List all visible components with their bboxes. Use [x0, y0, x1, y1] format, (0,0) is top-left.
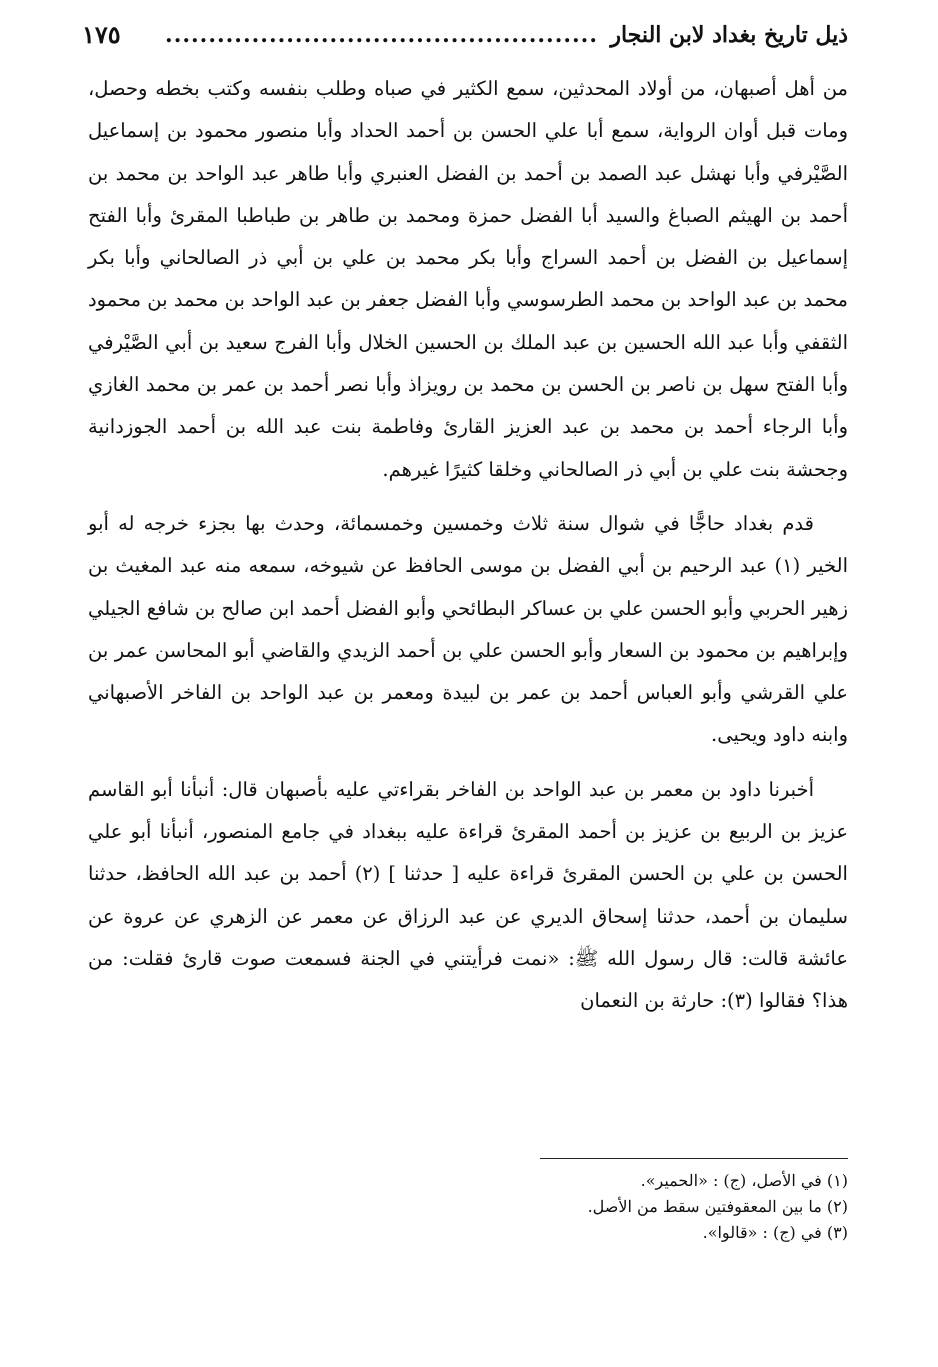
page-header — [82, 18, 848, 58]
paragraph-hadith-chain: أخبرنا داود بن معمر بن عبد الواحد بن الفاخر بقراءتي عليه بأصبهان قال: أنبأنا أبو القاسم عزيز بن الربيع بن عزيز بن أحمد المقرئ قراءة عليه ببغداد في جامع المنصور، أنبأنا أبو علي الحسن بن علي بن الحسن المقرئ قراءة عليه [ حدثنا ] (٢) أحمد بن عبد الله الحافظ، حدثنا سليمان بن أحمد، حدثنا إسحاق الديري عن عبد الرزاق عن معمر عن الزهري عن عروة عن عائشة قالت: قال رسول الله ﷺ: «نمت فرأيتني في الجنة فسمعت صوت قارئ فقلت: من هذا؟ فقالوا (٣): حارثة بن النعمان — [88, 777, 848, 1013]
page-number: ١٧٥ — [82, 20, 121, 49]
footnote-3: (٣) في (ج) : «قالوا». — [702, 1223, 848, 1242]
footnote-divider — [540, 1158, 848, 1159]
paragraph-biography: من أهل أصبهان، من أولاد المحدثين، سمع الكثير في صباه وطلب بنفسه وكتب بخطه وحصل، ومات قبل أوان الرواية، سمع أبا علي الحسن بن أحمد الحداد وأبا منصور محمود بن إسماعيل الصَّيْرفي وأبا نهشل عبد الصمد بن أحمد بن الفضل العنبري وأبا طاهر عبد الواحد بن محمد بن أحمد بن الهيثم الصباغ والسيد أبا الفضل حمزة ومحمد بن طاهر بن طباطبا المقرئ وأبا الفتح إسماعيل بن الفضل بن أحمد السراج وأبا بكر محمد بن علي بن أبي ذر الصالحاني وأبا بكر محمد بن عبد الواحد بن محمد الطرسوسي وأبا الفضل جعفر بن عبد الواحد بن محمد بن محمود الثقفي وأبا عبد الله الحسين بن عبد الملك بن الحسين الخلال وأبا الفرج سعيد بن أبي الصَّيْرفي وأبا الفتح سهل بن ناصر بن الحسن بن محمد بن رويزاذ وأبا نصر أحمد بن عمر بن محمد الغازي وأبا الرجاء أحمد بن محمد بن عبد العزيز القارئ وفاطمة بنت عبد الله بن أحمد الجوزدانية وجحشة بنت علي بن أبي ذر الصالحاني وخلقا كثيرًا غيرهم. — [88, 77, 848, 481]
paragraph-baghdad-visit: قدم بغداد حاجًّا في شوال سنة ثلاث وخمسين وخمسمائة، وحدث بها بجزء خرجه له أبو الخير (١) عبد الرحيم بن أبي الفضل بن موسى الحافظ عن شيوخه، سمعه منه عبد المغيث بن زهير الحربي وأبو الحسن علي بن عساكر البطائحي وأبو الفضل أحمد ابن صالح بن شافع الجيلي وإبراهيم بن محمود بن السعار وأبو الحسن علي بن أحمد الزيدي والقاضي أبو المحاسن عمر بن علي القرشي وأبو العباس أحمد بن عمر بن لبيدة ومعمر بن عبد الواحد بن الفاخر الأصبهاني وابنه داود ويحيى. — [88, 511, 848, 747]
header-dot-leader: .................................................. — [165, 22, 598, 48]
main-text — [88, 68, 848, 1023]
footnote-1: (١) في الأصل، (ج) : «الحمير». — [640, 1171, 848, 1190]
running-title: ذيل تاريخ بغداد لابن النجار — [610, 22, 848, 48]
footnote-2: (٢) ما بين المعقوفتين سقط من الأصل. — [587, 1197, 848, 1216]
footnotes — [400, 1168, 848, 1246]
